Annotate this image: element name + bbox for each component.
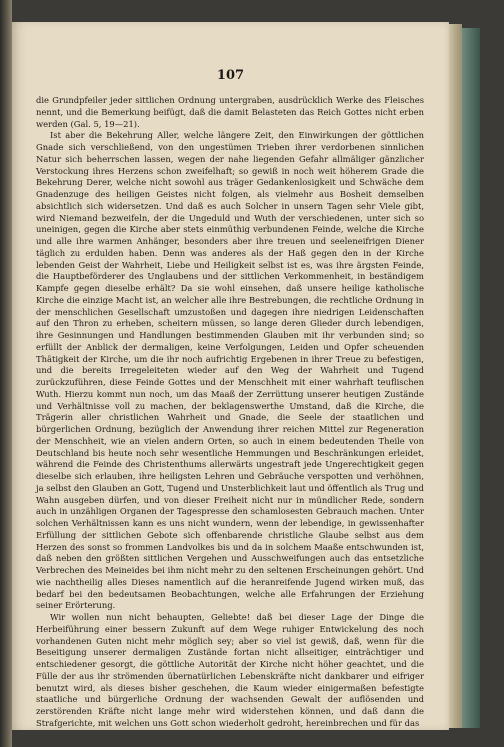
book-cover-edge (462, 28, 480, 728)
page-number: 107 (216, 68, 245, 83)
book-spine-shadow (0, 0, 12, 747)
page-text (36, 95, 424, 728)
paragraph-1: die Grundpfeiler jeder sittlichen Ordnung untergraben, ausdrücklich Werke des Fleisches nennt, und die Bemerkung beifügt, daß die damit Belasteten das Reich Gottes nicht erben werden (Gal. 5, 19—21). (36, 95, 424, 129)
paragraph-2: Ist aber die Bekehrung Aller, welche längere Zeit, den Einwirkungen der göttlichen Gnade sich verschließend, von den ungestümen Trieben ihrer verdorbenen sinnlichen Natur sich beherrschen lassen, wegen der nahe liegenden Gefahr allmäliger gänzlicher Verstockung ihres Herzens schon zweifelhaft; so gewiß in noch weit höherem Grade die Bekehrung Derer, welche nicht sowohl aus träger Gedankenlosigkeit und Schwäche dem Gnadenzuge des heiligen Geistes nicht folgen, als vielmehr aus Bosheit demselben absichtlich sich widersetzen. Und daß es auch Solcher in unsern Tagen sehr Viele gibt, wird Niemand bezweifeln, der die Ungeduld und Wuth der verschiedenen, unter sich so uneinigen, gegen die Kirche aber stets einmüthig verbundenen Feinde, welche die Kirche und alle ihre warmen Anhänger, besonders aber ihre treuen und seeleneifrigen Diener täglich zu erdulden haben. Denn was anderes als der Haß gegen den in der Kirche lebenden Geist der Wahrheit, Liebe und Heiligkeit selbst ist es, was ihre ärgsten Feinde, die Hauptbeförderer des Unglaubens und der sittlichen Verkommenheit, in beständigem Kampfe gegen dieselbe erhält? Da sie wohl einsehen, daß unsere heilige katholische Kirche die einzige Macht ist, an welcher alle ihre Bestrebungen, die rechtliche Ordnung in der menschlichen Gesellschaft umzustoßen und dagegen ihre niedrigen Leidenschaften auf den Thron zu erheben, scheitern müssen, so lange deren Glieder durch lebendigen, ihre Gesinnungen und Handlungen bestimmenden Glauben mit ihr verbunden sind; so erfüllt der Anblick der dermaligen, keine Verfolgungen, Leiden und Opfer scheuenden Thätigkeit der Kirche, um die ihr noch aufrichtig Ergebenen in ihrer Treue zu befestigen, und die bereits Irregeleiteten wieder auf den Weg der Wahrheit und Tugend zurückzuführen, diese Feinde Gottes und der Menschheit mit einer wahrhaft teuflischen Wuth. Hierzu kommt nun noch, um das Maaß der Zerrüttung unserer heutigen Zustände und Verhältnisse voll zu machen, der beklagenswerthe Umstand, daß die Kirche, die Trägerin aller christlichen Wahrheit und Gnade, die Seele der staatlichen und bürgerlichen Ordnung, bezüglich der Anwendung ihrer reichen Mittel zur Regeneration der Menschheit, wie an vielen andern Orten, so auch in einem bedeutenden Theile von Deutschland bis heute noch sehr wesentliche Hemmungen und Beschränkungen erleidet, während die Feinde des Christenthums allerwärts ungestraft jede Ungerechtigkeit gegen dieselbe sich erlauben, ihre heiligsten Lehren und Gebräuche verspotten und verhöhnen, ja selbst den Glauben an Gott, Tugend und Unsterblichkeit laut und öffentlich als Trug und Wahn ausgeben dürfen, und von dieser Freiheit nicht nur in mündlicher Rede, sondern auch in unzähligen Organen der Tagespresse den schamlosesten Gebrauch machen. Unter solchen Verhältnissen kann es uns nicht wundern, wenn der lebendige, in gewissenhafter Erfüllung der sittlichen Gebote sich offenbarende christliche Glaube selbst aus dem Herzen des sonst so frommen Landvolkes bis und da in solchem Maaße entschwunden ist, daß neben den größten sittlichen Vergehen und Ausschweifungen auch das entsetzliche Verbrechen des Meineides bei ihm nicht mehr zu den seltenen Erscheinungen gehört. Und wie nachtheilig alles Dieses namentlich auf die heranreifende Jugend wirken muß, das bedarf bei den bedeutsamen Beobachtungen, welche alle Erfahrungen der Erziehung seiner Erörterung. (36, 130, 424, 611)
paragraph-3: Wir wollen nun nicht behaupten, Geliebte! daß bei dieser Lage der Dinge die Herbeiführung einer bessern Zukunft auf dem Wege ruhiger Entwickelung des noch vorhandenen Guten nicht mehr möglich sey; aber so viel ist gewiß, daß, wenn für die Beseitigung unserer dermaligen Zustände fortan nicht allseitiger, einträchtiger und entschiedener gesorgt, die göttliche Autorität der Kirche nicht höher geachtet, und die Fülle der aus ihr strömenden übernatürlichen Lebenskräfte nicht dankbarer und eifriger benutzt wird, als dieses bisher geschehen, die Kaum wieder einigermaßen befestigte staatliche und bürgerliche Ordnung der wachsenden Gewalt der auflösenden und zerstörenden Kräfte nicht lange mehr wird widerstehen können, und daß dann die Strafgerichte, mit welchen uns Gott schon wiederholt gedroht, hereinbrechen und für das (36, 612, 424, 728)
book-page (12, 22, 449, 730)
page-stack-edge (449, 24, 462, 728)
